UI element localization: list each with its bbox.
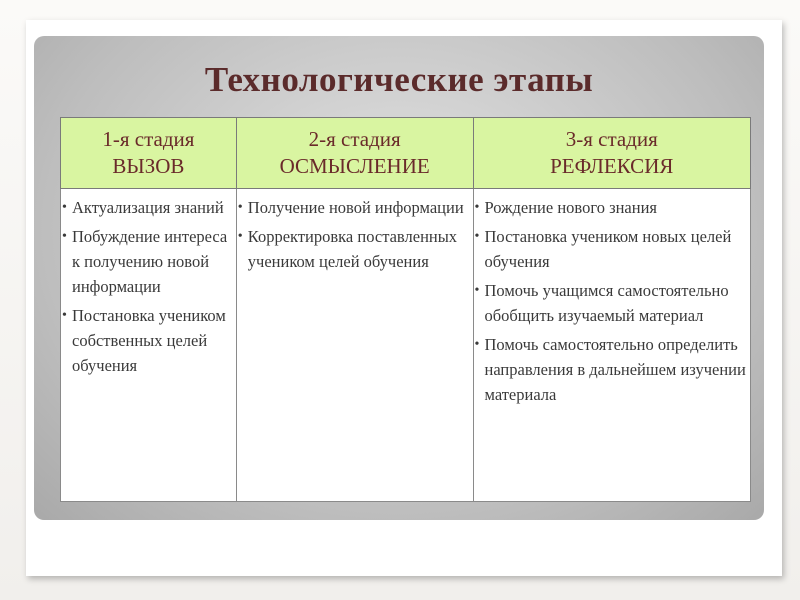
list-item: • Актуализация знаний — [63, 195, 232, 220]
stage-3-list — [476, 195, 747, 407]
stage-2-cell — [236, 189, 473, 502]
header-stage-2 — [236, 118, 473, 189]
bullet-icon: • — [474, 229, 480, 244]
header-stage-3-number: 3-я стадия — [565, 127, 658, 151]
body-row — [61, 189, 751, 502]
bullet-icon: • — [62, 229, 67, 244]
bullet-icon: • — [474, 200, 480, 215]
list-item: • Помочь самостоятельно определить направления в дальнейшем изучении материала — [476, 332, 747, 407]
list-item: • Побуждение интереса к получению новой информации — [63, 224, 232, 299]
stage-1-list — [63, 195, 232, 378]
list-item: • Рождение нового знания — [476, 195, 747, 220]
list-item: • Постановка учеником собственных целей обучения — [63, 303, 232, 378]
bullet-icon: • — [237, 200, 243, 215]
bullet-icon: • — [474, 283, 480, 298]
list-item: • Получение новой информации — [239, 195, 469, 220]
header-stage-3 — [473, 118, 751, 189]
header-row — [61, 118, 751, 189]
stage-1-cell — [61, 189, 237, 502]
bullet-icon: • — [474, 337, 480, 352]
header-stage-2-name: ОСМЫСЛЕНИЕ — [279, 154, 430, 178]
header-stage-2-number: 2-я стадия — [308, 127, 401, 151]
stage-2-list — [239, 195, 469, 274]
list-item: • Помочь учащимся самостоятельно обобщить изучаемый материал — [476, 278, 747, 328]
header-stage-1-name: ВЫЗОВ — [112, 154, 185, 178]
stage-3-cell — [473, 189, 751, 502]
bullet-icon: • — [237, 229, 243, 244]
header-stage-3-name: РЕФЛЕКСИЯ — [550, 154, 674, 178]
slide-title: Технологические этапы — [204, 60, 594, 99]
bullet-icon: • — [62, 308, 67, 323]
bullet-icon: • — [62, 200, 67, 215]
list-item: • Корректировка поставленных учеником целей обучения — [239, 224, 469, 274]
header-stage-1-number: 1-я стадия — [102, 127, 195, 151]
header-stage-1 — [61, 118, 237, 189]
list-item: • Постановка учеником новых целей обучения — [476, 224, 747, 274]
stages-table — [60, 117, 751, 502]
